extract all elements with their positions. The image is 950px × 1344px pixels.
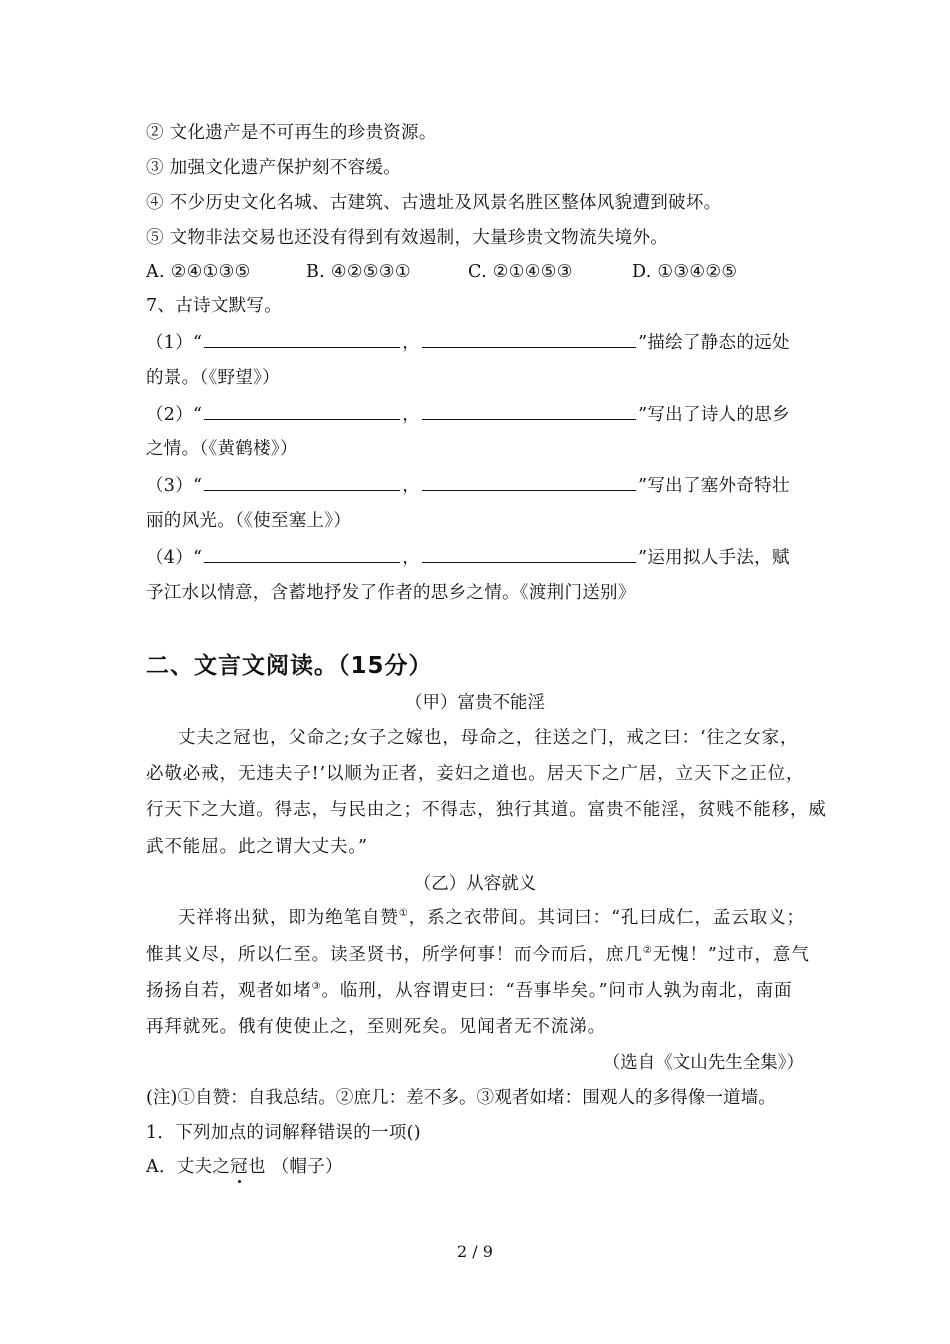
passage-jia-title: （甲）富贵不能淫 bbox=[405, 693, 545, 713]
passage-yi-line: 惟其义尽，所以仁至。读圣贤书，所学何事！而今而后，庶几②无愧！”过市，意气 bbox=[146, 945, 810, 965]
q7-1-line: （1）“ ， ”描绘了静态的远处 bbox=[146, 330, 810, 354]
option-a: A. ②④①③⑤ bbox=[146, 262, 251, 282]
question-1-option-a: A．丈夫之冠也 （帽子） bbox=[146, 1157, 343, 1177]
emphasis-dot-word: 冠 bbox=[230, 1157, 248, 1177]
q7-4-tail: 予江水以情意，含蓄地抒发了作者的思乡之情。《渡荆门送别》 bbox=[146, 583, 636, 603]
answer-blank[interactable] bbox=[422, 402, 636, 420]
passage-jia-line: 丈夫之冠也，父命之;女子之嫁也，母命之，往送之门，戒之曰：‘往之女家， bbox=[178, 728, 799, 748]
passage-source: （选自《文山先生全集》） bbox=[602, 1053, 804, 1073]
passage-yi-line: 扬扬自若，观者如堵③。临刑，从容谓吏曰：“吾事毕矣。”问市人孰为南北，南面 bbox=[146, 981, 793, 1001]
q7-3-line: （3）“ ， ”写出了塞外奇特壮 bbox=[146, 473, 810, 497]
answer-blank[interactable] bbox=[204, 473, 400, 491]
answer-blank[interactable] bbox=[422, 330, 636, 348]
sentence-5: ⑤ 文物非法交易也还没有得到有效遏制，大量珍贵文物流失境外。 bbox=[146, 228, 669, 248]
passage-yi-title: （乙）从容就义 bbox=[413, 874, 537, 894]
footnotes: (注)①自赞：自我总结。②庶几：差不多。③观者如堵：围观人的多得像一道墙。 bbox=[146, 1088, 776, 1108]
answer-blank[interactable] bbox=[204, 330, 400, 348]
footnote-mark: ② bbox=[642, 945, 653, 957]
sentence-4: ④ 不少历史文化名城、古建筑、古遗址及风景名胜区整体风貌遭到破坏。 bbox=[146, 193, 722, 213]
option-b: B. ④②⑤③① bbox=[306, 262, 411, 282]
page-number: 2 / 9 bbox=[457, 1242, 493, 1261]
passage-jia-line: 行天下之大道。得志，与民由之；不得志，独行其道。富贵不能淫，贫贱不能移，威 bbox=[146, 800, 827, 820]
q7-title: 7、古诗文默写。 bbox=[146, 296, 283, 316]
passage-yi-line: 天祥将出狱，即为绝笔自赞①，系之衣带间。其词曰：“孔曰成仁，孟云取义； bbox=[178, 908, 805, 928]
q6-options bbox=[146, 261, 810, 283]
q7-4-line: （4）“ ， ”运用拟人手法，赋 bbox=[146, 545, 810, 569]
answer-blank[interactable] bbox=[422, 473, 636, 491]
footnote-mark: ① bbox=[398, 908, 409, 920]
q7-1-tail: 的景。（《野望》） bbox=[146, 368, 280, 388]
question-1: 1．下列加点的词解释错误的一项() bbox=[146, 1123, 421, 1143]
q7-2-tail: 之情。（《黄鹤楼》） bbox=[146, 439, 298, 459]
passage-jia-line: 必敬必戒，无违夫子!’以顺为正者，妾妇之道也。居天下之广居，立天下之正位， bbox=[146, 764, 805, 784]
option-d: D. ①③④②⑤ bbox=[632, 262, 738, 282]
passage-yi-line: 再拜就死。俄有使使止之，至则死矣。见闻者无不流涕。 bbox=[146, 1017, 606, 1037]
section-heading: 二、文言文阅读。（15分） bbox=[146, 653, 433, 679]
q7-2-line: （2）“ ， ”写出了诗人的思乡 bbox=[146, 402, 810, 426]
sentence-2: ② 文化遗产是不可再生的珍贵资源。 bbox=[146, 123, 437, 143]
sentence-3: ③ 加强文化遗产保护刻不容缓。 bbox=[146, 158, 402, 178]
footnote-mark: ③ bbox=[311, 981, 322, 993]
q7-3-tail: 丽的风光。（《使至塞上》） bbox=[146, 511, 352, 531]
answer-blank[interactable] bbox=[422, 545, 636, 563]
answer-blank[interactable] bbox=[204, 545, 400, 563]
option-c: C. ②①④⑤③ bbox=[468, 262, 573, 282]
answer-blank[interactable] bbox=[204, 402, 400, 420]
passage-jia-line: 武不能屈。此之谓大丈夫。” bbox=[146, 837, 368, 857]
